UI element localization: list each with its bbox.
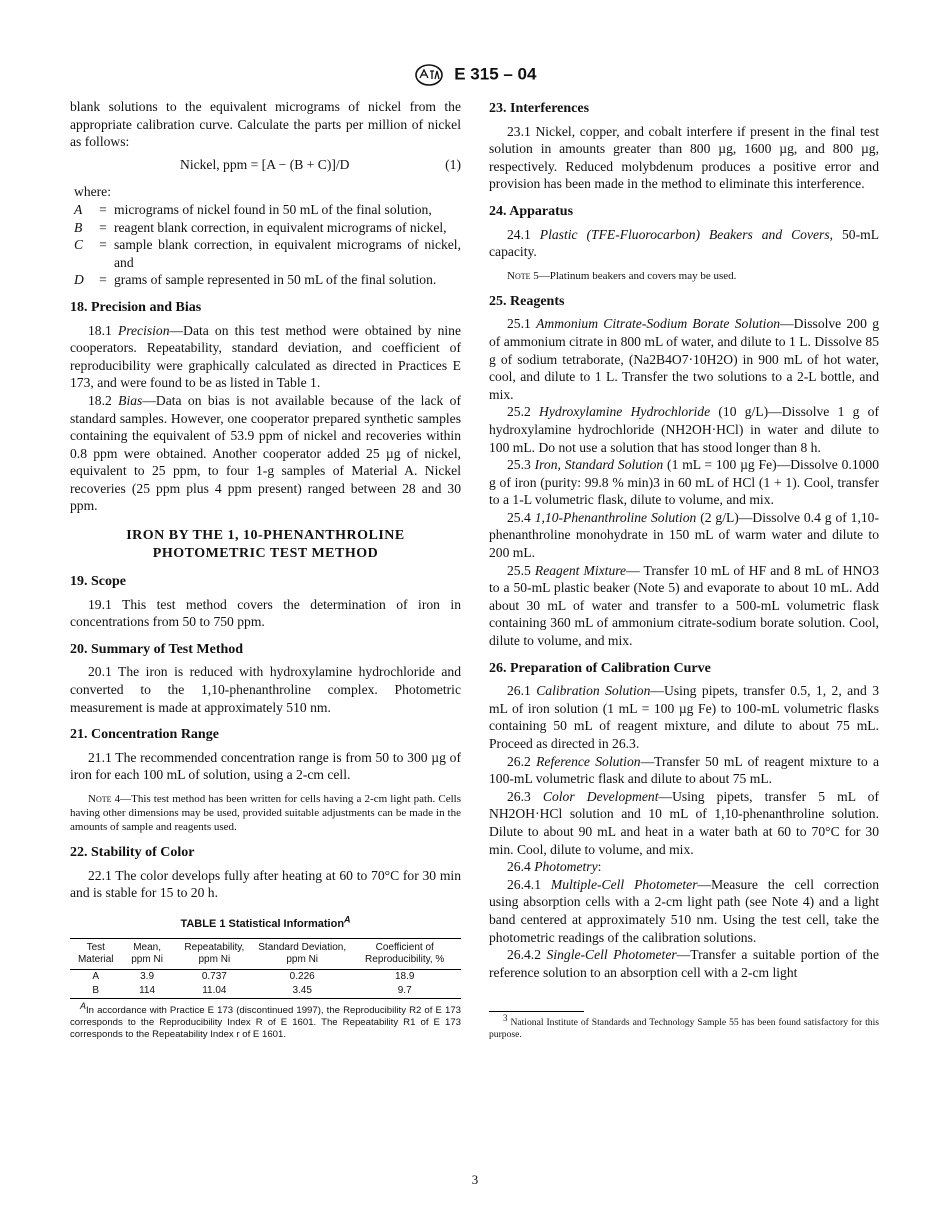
section-23-title: 23. Interferences — [489, 101, 590, 116]
section-18-2: 18.2 Bias—Data on bias is not available because of the lack of standard samples. However, one cooperator prepared synthetic samples containing the equivalent of 53.9 ppm of nickel and recoveries within 0.8 ppm were obtained. Another cooperator added 25 µg of nickel, equivalent to 25 ppm, to four 1-g samples of Material A. Nickel recoveries (25 ppm plus 4 ppm present) ranged between 28 and 30 ppm. — [70, 392, 461, 514]
table-header: Coefficient of Reproducibility, % — [348, 939, 461, 970]
designation: E 315 – 04 — [454, 64, 537, 84]
section-22-title: 22. Stability of Color — [70, 845, 195, 860]
page-number: 3 — [471, 1172, 479, 1187]
section-20-1: 20.1 The iron is reduced with hydroxylamine hydrochloride and converted to the 1,10-phenanthroline complex. Photometric measurement is made at approximately 510 nm. — [70, 664, 461, 715]
section-26-3: 26.3 Color Development—Using pipets, transfer 5 mL of NH2OH·HCl solution and 10 mL of 1,10-phenanthroline solution. Dilute to about 90 mL and heat in a water bath at 60 to 70°C for 30 min. Cool, dilute to volume, and mix. — [489, 788, 879, 857]
astm-logo-icon — [414, 64, 444, 86]
section-24-1: 24.1 Plastic (TFE-Fluorocarbon) Beakers and Covers, 50-mL capacity. — [489, 226, 879, 260]
footnote-3: $^3$ National Institute of Standards and Technology Sample 55 has been found satisfactory for this purpose. — [489, 1013, 879, 1041]
definition-b: B = reagent blank correction, in equivalent micrograms of nickel, — [74, 219, 447, 235]
section-25-2: 25.2 Hydroxylamine Hydrochloride (10 g/L)—Dissolve 1 g of hydroxylamine hydrochloride (NH2OH·HCl) in water and dilute to 100 mL. Do not use a solution that has stood longer than 8 h. — [489, 404, 879, 455]
intro-paragraph: blank solutions to the equivalent micrograms of nickel from the appropriate calibration curve. Calculate the parts per million of nickel as follows: — [70, 99, 461, 150]
section-25-5: 25.5 Reagent Mixture— Transfer 10 mL of HF and 8 mL of HNO3 to a 50-mL plastic beaker (Note 5) and evaporate to about 10 mL. Add about 30 mL of water and transfer to a 500-mL volumetric flask containing 360 mL of ammonium citrate-sodium borate solution. Cool, dilute to volume, and mix. — [489, 562, 879, 649]
definition-c: C = sample blank correction, in equivalent micrograms of nickel, and — [74, 237, 461, 270]
section-26-1: 26.1 Calibration Solution—Using pipets, transfer 0.5, 1, 2, and 3 mL of iron solution (1 mL = 100 µg Fe) to 100-mL volumetric flasks containing 50 mL of reagent mixture, and dilute to about 75 mL. Proceed as directed in 26.3. — [489, 683, 879, 751]
table-header: Mean, ppm Ni — [121, 939, 172, 970]
section-26-title: 26. Preparation of Calibration Curve — [489, 660, 711, 676]
section-25-3: 25.3 Iron, Standard Solution (1 mL = 100 µg Fe)—Dissolve 0.1000 g of iron (purity: 99.8 % min)3 in 60 mL of HCl (1 + 1). Cool, transfer to a 1-L volumetric flask, dilute to volume, and mix. — [489, 457, 880, 508]
table-row: A 3.9 0.737 0.226 18.9 — [92, 971, 415, 983]
page-header — [0, 64, 950, 86]
table-footnote: $^A$In accordance with Practice E 173 (discontinued 1997), the Reproducibility R2 of E 173 corresponds to the Reproducibility Index R of E 1601. The Repeatability R1 of E 173 corresponds to the Repeatability Index r of E 1601. — [70, 1001, 461, 1041]
section-24-title: 24. Apparatus — [489, 203, 574, 219]
section-21-1: 21.1 The recommended concentration range is from 50 to 300 µg of iron for each 100 mL of solution, using a 2-cm cell. — [70, 749, 461, 783]
section-22-1: 22.1 The color develops fully after heating at 60 to 70°C for 30 min and is stable for 15 to 20 h. — [70, 867, 461, 901]
right-column — [489, 98, 879, 1041]
section-26-4-2: 26.4.2 Single-Cell Photometer—Transfer a suitable portion of the reference solution to an absorption cell with a 2-cm light — [489, 947, 879, 980]
section-25-title: 25. Reagents — [489, 293, 565, 309]
equation — [70, 156, 461, 174]
method-title: IRON BY THE 1, 10-PHENANTHROLINE PHOTOMETRIC TEST METHOD — [126, 528, 405, 562]
table-header: Repeatability, ppm Ni — [173, 939, 256, 970]
note-5: Note 5—Platinum beakers and covers may be used. — [507, 269, 737, 282]
section-21-title: 21. Concentration Range — [70, 727, 219, 743]
table-header: Test Material — [70, 939, 121, 970]
section-18-title: 18. Precision and Bias — [70, 299, 202, 315]
table-header: Standard Deviation, ppm Ni — [256, 939, 348, 970]
table-row: B 114 11.04 3.45 9.7 — [70, 984, 461, 999]
section-19-title: 19. Scope — [70, 574, 126, 590]
note-4: Note 4—This test method has been written for cells having a 2-cm light path. Cells having other dimensions may be used, provided suitable adjustments can be made in the amounts of sample and reagents used. — [70, 793, 461, 833]
table-header-row — [70, 939, 461, 970]
definition-a: A = micrograms of nickel found in 50 mL of the final solution, — [74, 201, 432, 217]
section-26-4: 26.4 Photometry: — [507, 859, 602, 875]
definition-d: D = grams of sample represented in 50 mL of the final solution. — [74, 272, 437, 288]
where-label: where: — [74, 184, 111, 200]
statistics-table — [70, 938, 461, 999]
section-20-title: 20. Summary of Test Method — [70, 641, 244, 657]
table-title: TABLE 1 Statistical Information$^A$ — [180, 914, 351, 930]
left-column — [70, 98, 461, 1041]
section-25-1: 25.1 Ammonium Citrate-Sodium Borate Solution—Dissolve 200 g of ammonium citrate in 800 mL of water, and dilute to 1 L. Dissolve 85 g of sodium tetraborate, (Na2B4O7·10H2O) in 900 mL of hot water, cool, and dilute to 1 L. Transfer the two solutions to a 2-L bottle, and mix. — [489, 316, 879, 402]
section-25-4: 25.4 1,10-Phenanthroline Solution (2 g/L)—Dissolve 0.4 g of 1,10-phenanthroline monohydrate in 150 mL of warm water and dilute to 200 mL. — [489, 509, 879, 561]
section-26-4-1: 26.4.1 Multiple-Cell Photometer—Measure the cell correction using absorption cells with a 2-cm light path (see Note 4) and a light band centered at approximately 510 nm. Using the test cell, take the photometric readings of the calibration solutions. — [489, 876, 880, 945]
section-23-1: 23.1 Nickel, copper, and cobalt interfere if present in the final test solution in amounts greater than 800 µg, 1600 µg, and 800 µg, respectively. Reduced molybdenum produces a positive error and provision has been made in the method to eliminate this interference. — [489, 123, 879, 192]
section-18-1: 18.1 Precision—Data on this test method were obtained by nine cooperators. Repeatability, standard deviation, and coefficient of reproducibility were graphically calculated as directed in Practices E 173, and were found to be as listed in Table 1. — [70, 322, 461, 391]
equation-number: (1) — [445, 156, 461, 172]
variable-definitions — [74, 201, 461, 289]
section-19-1: 19.1 This test method covers the determination of iron in concentrations from 50 to 750 ppm. — [70, 596, 461, 630]
equation-text: Nickel, ppm = [A − (B + C)]/D — [180, 156, 350, 172]
section-26-2: 26.2 Reference Solution—Transfer 50 mL of reagent mixture to a 100-mL volumetric flask and dilute to about 75 mL. — [489, 753, 880, 787]
